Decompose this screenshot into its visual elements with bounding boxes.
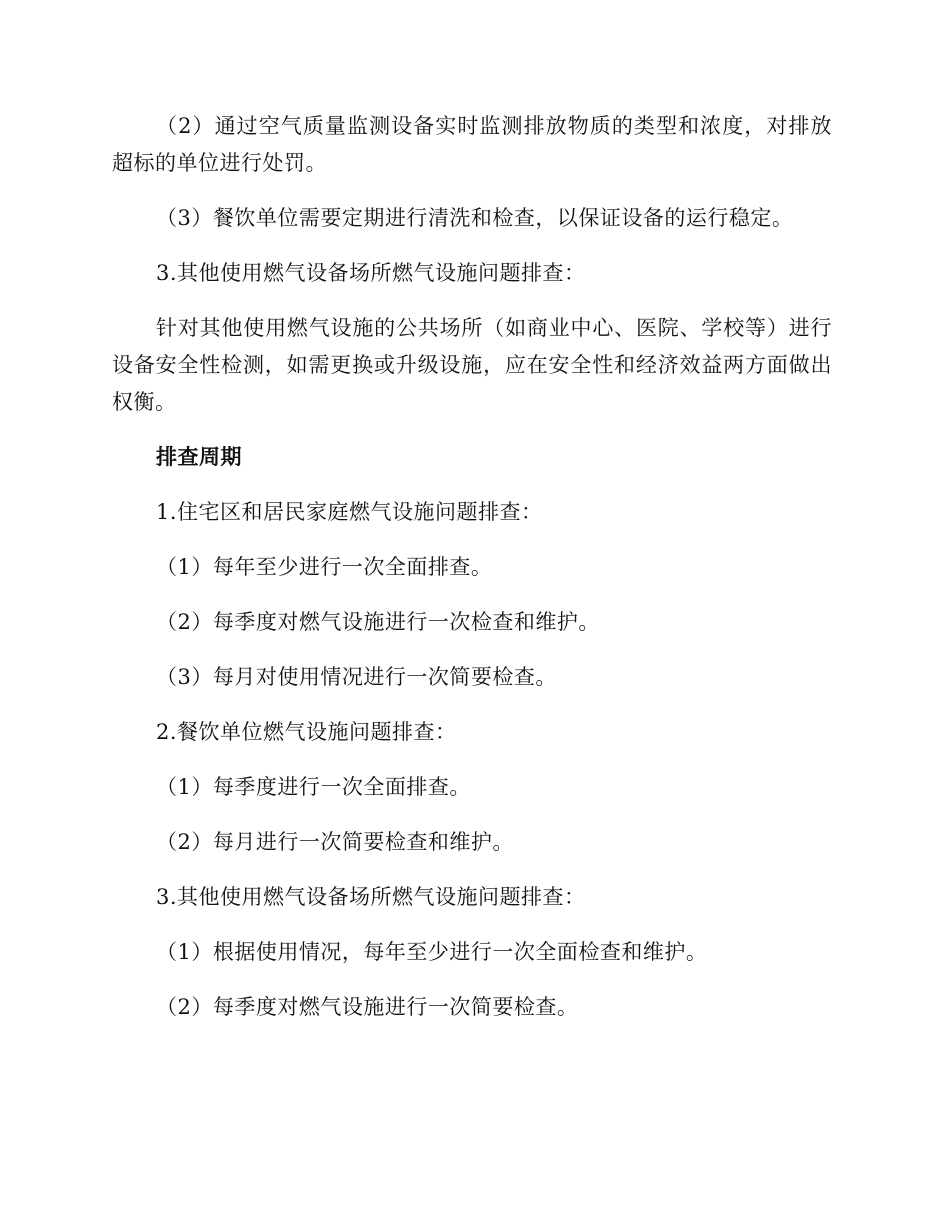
paragraph-residential-item-2: （2）每季度对燃气设施进行一次检查和维护。	[156, 610, 600, 634]
paragraph-restaurant-cleaning: （3）餐饮单位需要定期进行清洗和检查，以保证设备的运行稳定。	[156, 206, 794, 230]
document-body	[112, 108, 832, 1044]
paragraph-residential-title: 1.住宅区和居民家庭燃气设施问题排查：	[156, 500, 543, 524]
paragraph-other-title: 3.其他使用燃气设备场所燃气设施问题排查：	[156, 885, 586, 909]
paragraph-restaurant-item-2: （2）每月进行一次简要检查和维护。	[156, 830, 514, 854]
paragraph-other-venues-detail: 针对其他使用燃气设施的公共场所（如商业中心、医院、学校等）进行设备安全性检测，如需更换或升级设施，应在安全性和经济效益两方面做出权衡。	[112, 316, 832, 414]
paragraph-residential-item-1: （1）每年至少进行一次全面排查。	[156, 555, 493, 579]
paragraph-restaurant-item-1: （1）每季度进行一次全面排查。	[156, 775, 471, 799]
paragraph-other-item-2: （2）每季度对燃气设施进行一次简要检查。	[156, 995, 579, 1019]
section-heading-inspection-cycle: 排查周期	[156, 445, 242, 469]
paragraph-restaurant-title: 2.餐饮单位燃气设施问题排查：	[156, 720, 457, 744]
paragraph-other-item-1: （1）根据使用情况，每年至少进行一次全面检查和维护。	[156, 940, 708, 964]
paragraph-other-venues-title: 3.其他使用燃气设备场所燃气设施问题排查：	[156, 261, 586, 285]
paragraph-residential-item-3: （3）每月对使用情况进行一次简要检查。	[156, 665, 557, 689]
paragraph-air-quality-monitoring: （2）通过空气质量监测设备实时监测排放物质的类型和浓度，对排放超标的单位进行处罚。	[112, 114, 832, 175]
